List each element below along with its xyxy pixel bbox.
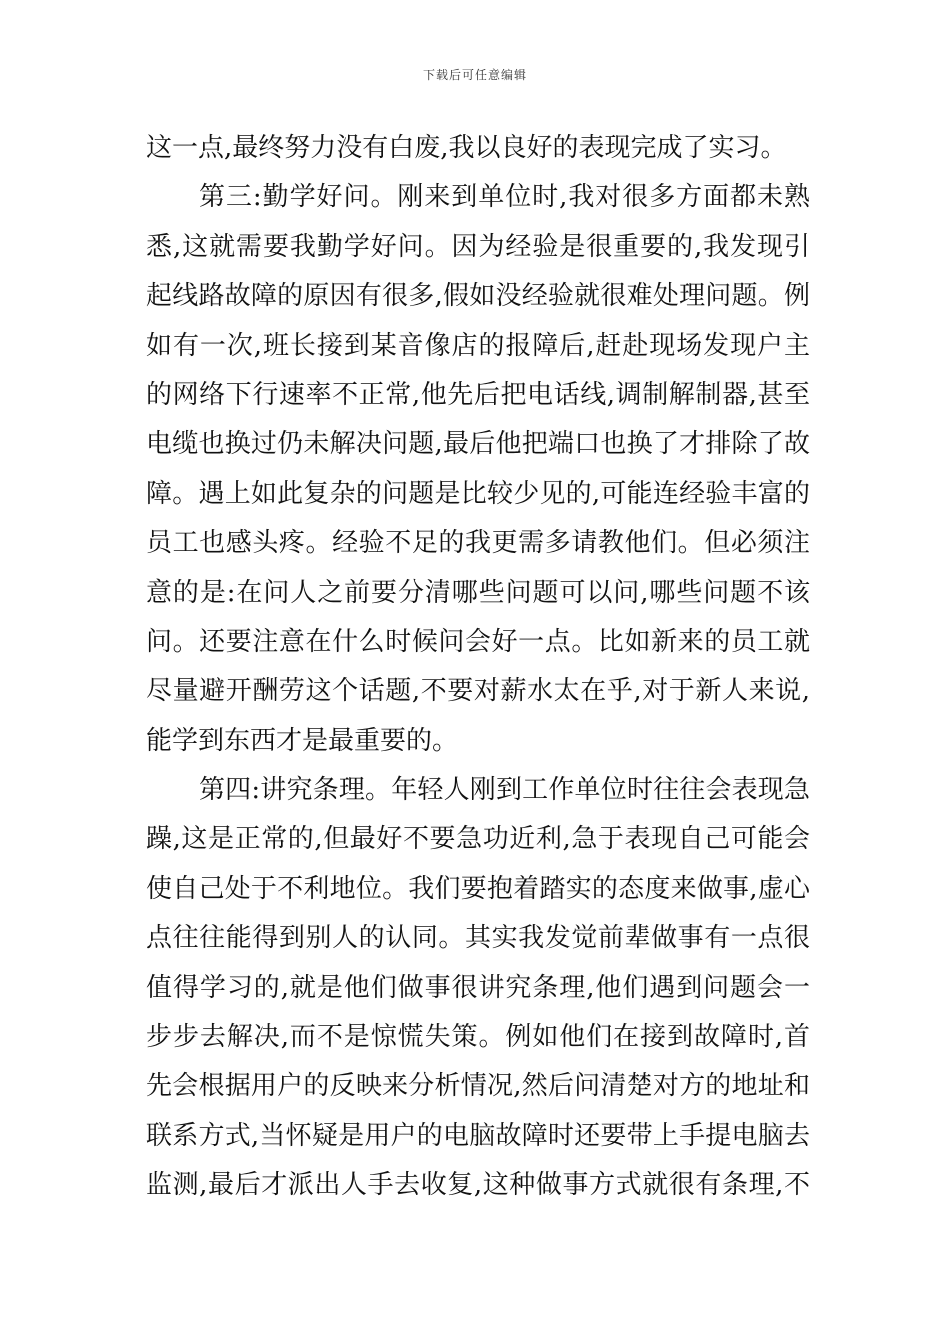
- text-line: 障。遇上如此复杂的问题是比较少见的,可能连经验丰富的: [146, 478, 810, 509]
- header-note: 下载后可任意编辑: [422, 68, 527, 82]
- text-line: 监测,最后才派出人手去收复,这种做事方式就很有条理,不: [146, 1170, 810, 1201]
- text-line: 电缆也换过仍未解决问题,最后他把端口也换了才排除了故: [146, 429, 810, 460]
- text-line: 悉,这就需要我勤学好问。因为经验是很重要的,我发现引: [146, 231, 810, 262]
- paragraph-start-line: 第四:讲究条理。年轻人刚到工作单位时往往会表现急: [199, 775, 810, 806]
- text-line: 如有一次,班长接到某音像店的报障后,赶赴现场发现户主: [146, 330, 810, 361]
- text-line: 尽量避开酬劳这个话题,不要对薪水太在乎,对于新人来说,: [146, 676, 810, 707]
- text-line: 能学到东西才是最重要的。: [146, 725, 459, 756]
- text-line: 起线路故障的原因有很多,假如没经验就很难处理问题。例: [146, 281, 810, 312]
- paragraph-start-line: 第三:勤学好问。刚来到单位时,我对很多方面都未熟: [199, 182, 810, 213]
- text-line: 意的是:在问人之前要分清哪些问题可以问,哪些问题不该: [146, 577, 810, 608]
- text-line: 使自己处于不利地位。我们要抱着踏实的态度来做事,虚心: [146, 873, 810, 904]
- text-line: 员工也感头疼。经验不足的我更需多请教他们。但必须注: [146, 528, 810, 559]
- text-line: 问。还要注意在什么时候问会好一点。比如新来的员工就: [146, 626, 810, 657]
- text-line: 值得学习的,就是他们做事很讲究条理,他们遇到问题会一: [146, 972, 810, 1003]
- text-line: 的网络下行速率不正常,他先后把电话线,调制解制器,甚至: [146, 379, 810, 410]
- text-line: 联系方式,当怀疑是用户的电脑故障时还要带上手提电脑去: [146, 1120, 810, 1151]
- body-text: [146, 124, 810, 1211]
- text-line: 步步去解决,而不是惊慌失策。例如他们在接到故障时,首: [146, 1022, 810, 1053]
- text-line: 先会根据用户的反映来分析情况,然后问清楚对方的地址和: [146, 1071, 810, 1102]
- text-line: 点往往能得到别人的认同。其实我发觉前辈做事有一点很: [146, 923, 810, 954]
- text-line: 这一点,最终努力没有白废,我以良好的表现完成了实习。: [146, 133, 787, 163]
- text-line: 躁,这是正常的,但最好不要急功近利,急于表现自己可能会: [146, 824, 810, 855]
